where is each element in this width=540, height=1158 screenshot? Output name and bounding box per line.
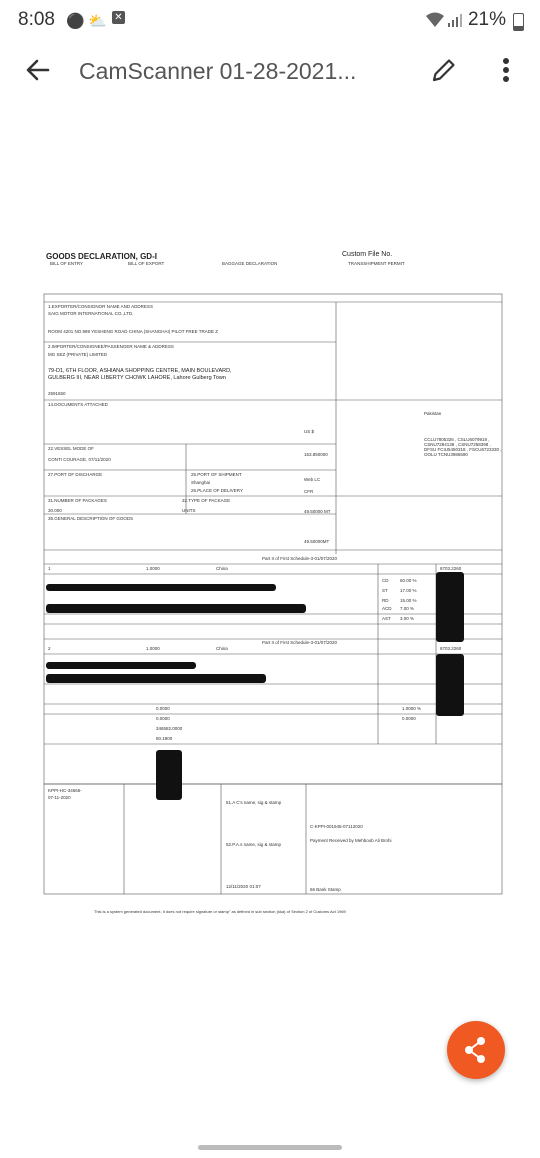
machine-date: 07-11-2020 <box>48 795 71 800</box>
bank-stamp: 66 Bank Stamp <box>310 887 341 892</box>
gross-weight: 49.50000 MT <box>304 509 331 514</box>
rate-value: 3.00 % <box>400 616 415 621</box>
footer-note: This is a system generated document, it does not require signature or stamp" as defined in sub section (kka) of Section 2 of Customs Act 1969 <box>94 909 346 914</box>
payment-terms: Web LC <box>304 477 321 482</box>
importer-name: MG SEZ (PRIVATE) LIMITED <box>48 352 108 357</box>
edit-pencil-icon[interactable] <box>428 54 460 86</box>
rate-value: 17.00 % <box>400 588 417 593</box>
country-destination: Pakistan <box>424 411 442 416</box>
share-button[interactable] <box>447 1021 505 1079</box>
rate-code: ST <box>382 588 388 593</box>
battery-icon <box>513 13 524 31</box>
net-weight: 49.50000MT <box>304 539 330 544</box>
vessel-value: CONTI COURAGE, 07/11/2020 <box>48 457 111 462</box>
other-charges: 0.0000 <box>402 716 416 721</box>
item-2-sro: Part II of First Schedule-3-01/07/2020 <box>262 640 338 645</box>
freight-value: 0.0000 <box>156 716 170 721</box>
cfs-gd-number: C-KPPI-001945-07112020 <box>310 824 363 829</box>
signal-icon <box>447 12 463 28</box>
delivery-terms: CFR <box>304 489 314 494</box>
ac-signature-note: 51.A C's name, sig & stamp <box>226 800 282 805</box>
package-type-label: 32.TYPE OF PACKAGE <box>182 498 231 503</box>
vessel-label: 22.VESSEL MODE OF <box>48 446 94 451</box>
port-discharge-label: 27.PORT OF DISCHARGE <box>48 472 103 477</box>
package-type-value: UNITS <box>182 508 196 513</box>
redaction-bar <box>46 674 266 683</box>
more-options-icon[interactable] <box>494 52 518 88</box>
redaction-bar <box>46 584 276 591</box>
rate-value: 15.00 % <box>400 598 417 603</box>
rate-code: CD <box>382 578 389 583</box>
rate-code: RD <box>382 598 389 603</box>
port-shipment-label: 25.PORT OF SHIPMENT <box>191 472 242 477</box>
item-1-hs: 8703.2260 <box>440 566 462 571</box>
app-bar <box>0 42 540 100</box>
importer-address-2: GULBERG III, NEAR LIBERTY CHOWK LAHORE, Lahore Gulberg Town <box>48 375 226 381</box>
landing-charges: 1.0000 % <box>402 706 422 711</box>
importer-label: 2.IMPORTER/CONSIGNEE/PASSENGER NAME & ADDRESS <box>48 344 174 349</box>
fob-value: 0.0000 <box>156 706 170 711</box>
item-1-no: 1 <box>48 566 51 571</box>
gd-heading: GOODS DECLARATION, GD-I <box>46 252 157 261</box>
item-2-hs: 8703.2260 <box>440 646 462 651</box>
share-icon <box>447 1021 505 1079</box>
rate-code: AST <box>382 616 391 621</box>
redaction-bar <box>46 662 196 669</box>
type-baggage-declaration: BAGGAGE DECLARATION <box>222 261 278 266</box>
back-arrow-icon[interactable] <box>22 54 54 86</box>
type-bill-of-export: BILL OF EXPORT <box>128 261 165 266</box>
exporter-name: SAIG MOTOR INTERNATIONAL CO.,LTD. <box>48 311 134 316</box>
gesture-nav-bar[interactable] <box>198 1145 342 1150</box>
redaction-bar <box>46 604 306 613</box>
item-1-qty: 1.0000 <box>146 566 160 571</box>
ntn-value: 2591650 <box>48 391 66 396</box>
battery-level: 21% <box>467 9 506 30</box>
app-notification-icon: ✕ <box>112 11 125 24</box>
rate-code: ACD <box>382 606 392 611</box>
machine-no: KPPI-HC-34665- <box>48 788 82 793</box>
notification-icon: ⚫ <box>66 13 85 30</box>
custom-file-label: Custom File No. <box>342 251 393 258</box>
item-1-sro: Part II of First Schedule-3-01/07/2020 <box>262 556 338 561</box>
type-transshipment-permit: TRANSSHIPMENT PERMIT <box>348 261 405 266</box>
item-2-qty: 1.0000 <box>146 646 160 651</box>
item-2-no: 2 <box>48 646 51 651</box>
exporter-address: ROOM 4201 NO.989 YESHENG ROAD CHINA (SHANGHAI) PILOT FREE TRADE Z <box>48 329 219 334</box>
container-numbers: CCLU7805326 , CSLU6079919 , CSNU7284138 , CSNU7258398 , DFSU FCIU5450318 , FSCU6723330 , OOLU TCNU3986590 <box>424 437 502 457</box>
pa-signature-note: 52.P.A.s name, sig & stamp <box>226 842 281 847</box>
item-1-origin: China <box>216 566 228 571</box>
port-shipment-value: Shanghai <box>191 480 211 485</box>
payment-received: Payment Received by Mehboob Ali Brohi <box>310 838 392 843</box>
exporter-label: 1.EXPORTER/CONSIGNOR NAME AND ADDRESS <box>48 304 153 309</box>
packages-label: 31.NUMBER OF PACKAGES <box>48 498 107 503</box>
document-title: CamScanner 01-28-2021... <box>79 58 357 84</box>
documents-attached-label: 14.DOCUMENTS ATTACHED <box>48 402 108 407</box>
insurance-value: 80.1900 <box>156 736 173 741</box>
redaction-bar <box>436 654 464 716</box>
status-bar <box>0 0 540 42</box>
out-of-charge-date: 12/11/2020 01:07 <box>226 884 261 889</box>
exchange-rate: 153.850000 <box>304 452 328 457</box>
currency: US $ <box>304 429 315 434</box>
type-bill-of-entry: BILL OF ENTRY <box>50 261 84 266</box>
weather-icon: ⛅ <box>88 13 107 30</box>
importer-address-1: 79-D1, 6TH FLOOR, ASHIANA SHOPPING CENTRE, MAIN BOULEVARD, <box>48 368 232 374</box>
goods-description-label: 35.GENERAL DESCRIPTION OF GOODS <box>48 516 134 521</box>
redaction-bar <box>156 750 182 800</box>
delivery-place-label: 26.PLACE OF DELIVERY <box>191 488 243 493</box>
scanned-document <box>36 244 510 944</box>
redaction-bar <box>436 572 464 642</box>
item-2-origin: China <box>216 646 228 651</box>
wifi-icon <box>425 12 445 28</box>
packages-value: 30.000 <box>48 508 62 513</box>
cfr-value: 346582.0000 <box>156 726 183 731</box>
rate-value: 7.00 % <box>400 606 415 611</box>
rate-value: 60.00 % <box>400 578 417 583</box>
clock: 8:08 <box>18 9 55 30</box>
